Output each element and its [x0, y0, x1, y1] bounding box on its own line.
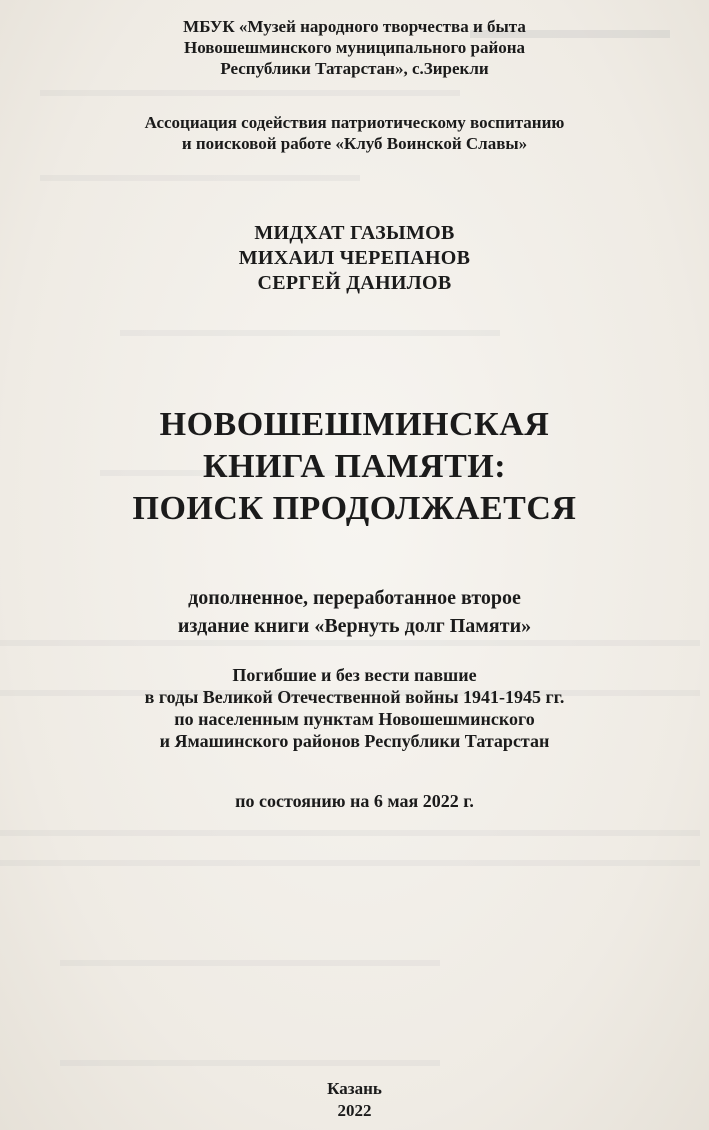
title-line: ПОИСК ПРОДОЛЖАЕТСЯ: [132, 490, 577, 527]
description-line: и Ямашинского районов Республики Татарстан: [159, 731, 550, 751]
subtitle-line: издание книги «Вернуть долг Памяти»: [177, 615, 532, 637]
imprint: [0, 1078, 709, 1122]
title-line: КНИГА ПАМЯТИ:: [202, 448, 507, 485]
author-name: СЕРГЕЙ ДАНИЛОВ: [257, 272, 452, 294]
description-line: Погибшие и без вести павшие: [232, 665, 477, 685]
authors: [0, 221, 709, 296]
edition-subtitle: [0, 584, 709, 640]
status-date: по состоянию на 6 мая 2022 г.: [235, 791, 474, 811]
author-name: МИХАИЛ ЧЕРЕПАНОВ: [238, 247, 471, 269]
organization-line: Республики Татарстан», с.Зирекли: [220, 59, 489, 78]
publisher-organization: [0, 16, 709, 79]
imprint-year: 2022: [337, 1101, 372, 1120]
organization-line: МБУК «Музей народного творчества и быта: [183, 17, 526, 36]
organization-line: Новошешминского муниципального района: [183, 38, 526, 57]
title-line: НОВОШЕШМИНСКАЯ: [159, 406, 550, 443]
imprint-place: Казань: [327, 1079, 382, 1098]
book-title: [0, 404, 709, 530]
author-name: МИДХАТ ГАЗЫМОВ: [254, 222, 455, 244]
association: [0, 112, 709, 154]
association-line: и поисковой работе «Клуб Воинской Славы»: [181, 134, 528, 153]
description-line: в годы Великой Отечественной войны 1941-1945 гг.: [144, 687, 565, 707]
subtitle-line: дополненное, переработанное второе: [188, 587, 521, 609]
description-line: по населенным пунктам Новошешминского: [174, 709, 535, 729]
book-description: [0, 664, 709, 752]
association-line: Ассоциация содействия патриотическому воспитанию: [144, 113, 565, 132]
